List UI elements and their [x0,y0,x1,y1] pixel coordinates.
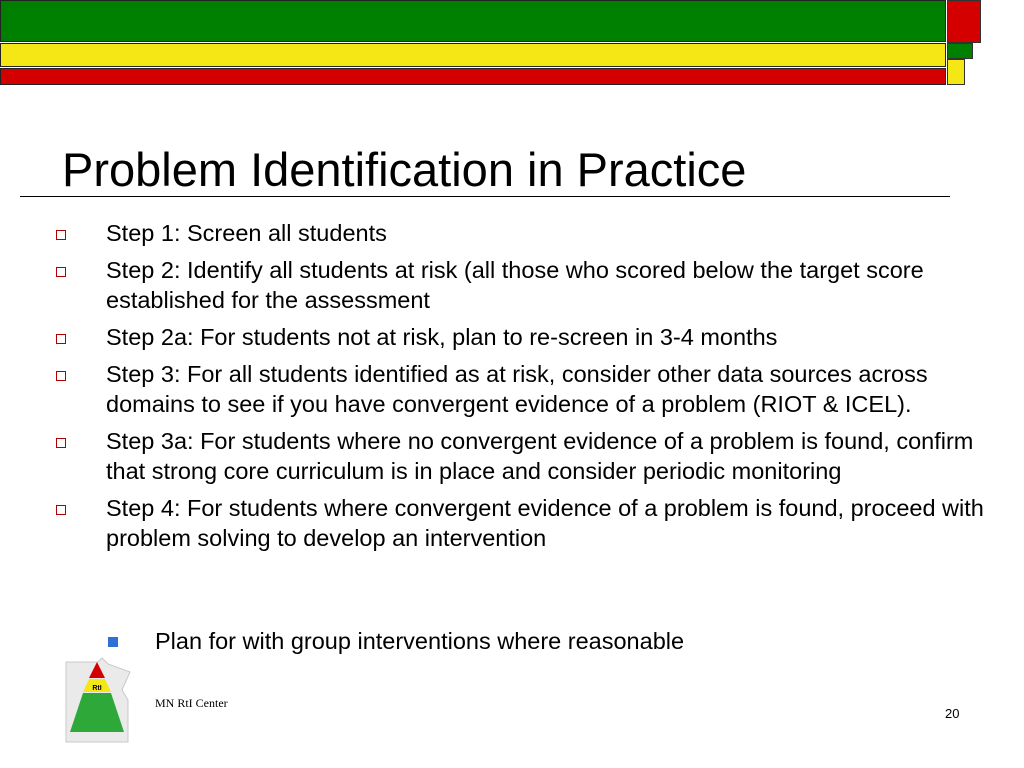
bullet-text: Step 2: Identify all students at risk (all those who scored below the target score established for the assessment [106,257,924,313]
hollow-square-bullet-icon [56,230,66,240]
header-band-green [0,0,946,42]
hollow-square-bullet-icon [56,371,66,381]
logo-text: RtI [92,685,102,692]
title-underline [20,196,950,197]
hollow-square-bullet-icon [56,334,66,344]
hollow-square-bullet-icon [56,438,66,448]
bullet-item [56,218,986,248]
sub-bullet-item [104,626,684,656]
bullet-text: Step 4: For students where convergent evidence of a problem is found, proceed with problem solving to develop an intervention [106,495,984,551]
hollow-square-bullet-icon [56,267,66,277]
bullet-text: Step 3a: For students where no convergent evidence of a problem is found, confirm that strong core curriculum is in place and consider periodic monitoring [106,428,974,484]
sub-bullet-text: Plan for with group interventions where reasonable [155,628,685,654]
bullet-item [56,322,986,352]
corner-square-green [947,43,973,59]
page-number: 20 [945,706,960,721]
bullet-list [56,218,986,560]
bullet-item [56,426,986,486]
bullet-text: Step 3: For all students identified as at risk, consider other data sources across domains to see if you have convergent evidence of a problem (RIOT & ICEL). [106,361,928,417]
footer-text: MN RtI Center [155,696,228,710]
header-band-yellow [0,43,946,67]
corner-square-red [947,0,981,43]
bullet-item [56,255,986,315]
sub-bullet-list [104,626,684,656]
filled-square-bullet-icon [108,637,118,647]
bullet-item [56,493,986,553]
bullet-item [56,359,986,419]
mn-rti-logo-icon [58,650,138,750]
corner-square-yellow [947,59,965,85]
bullet-text: Step 2a: For students not at risk, plan to re-screen in 3-4 months [106,324,778,350]
hollow-square-bullet-icon [56,505,66,515]
header-band-red [0,68,946,85]
bullet-text: Step 1: Screen all students [106,220,387,246]
slide-title: Problem Identification in Practice [62,143,747,196]
